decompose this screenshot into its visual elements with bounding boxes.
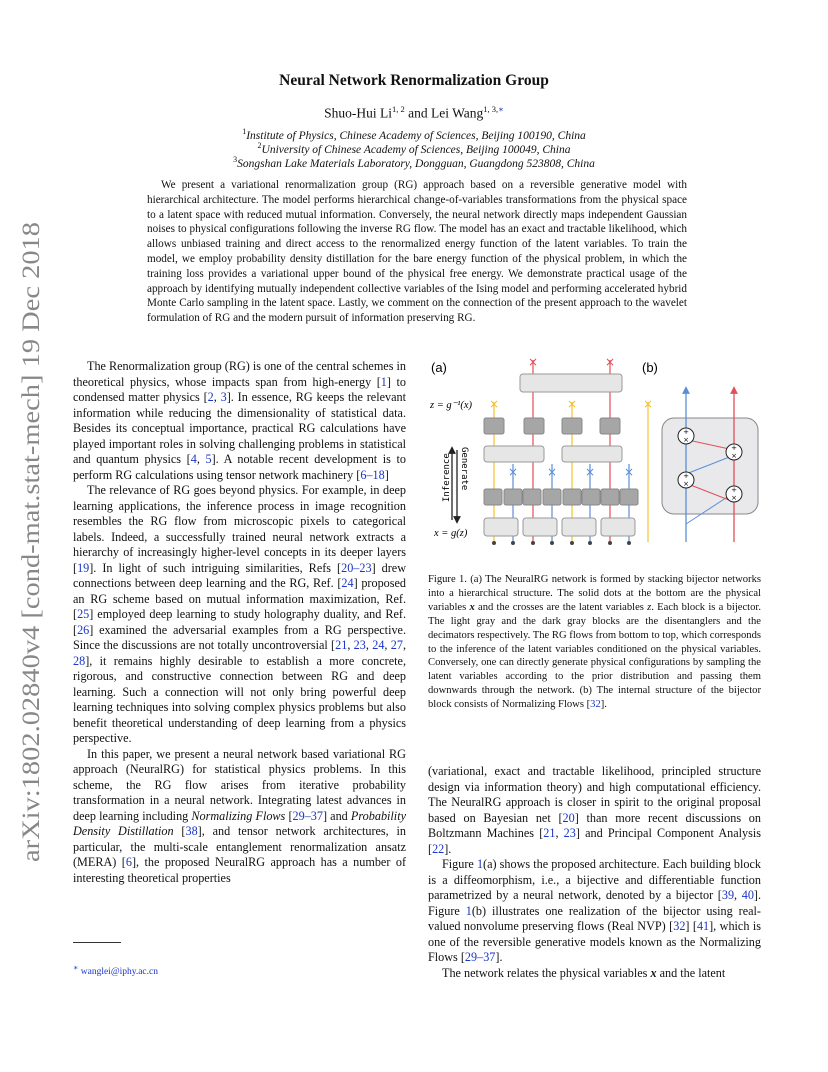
decimator-block: [484, 418, 504, 434]
decimator-block: [524, 418, 544, 434]
math-symbol: z: [647, 601, 652, 613]
citation-link[interactable]: 29–37: [292, 808, 323, 823]
footnote-mark: ∗: [73, 963, 79, 972]
svg-text:×: ×: [683, 480, 689, 488]
author-affil-sup: 1, 3,∗: [483, 104, 504, 114]
decimator-block: [504, 489, 522, 505]
physical-dot: [511, 541, 515, 545]
body-right-column: [428, 764, 761, 981]
decimator-block: [484, 489, 502, 505]
abstract: We present a variational renormalization group (RG) approach based on a reversible generative model with hierarchical architecture. The model performs hierarchical change-of-variables transformations from the physical space to a latent space with reduced mutual information. Conversely, the neural network directly maps independent Gaussian noises to physical configurations following the inverse RG flow. The model has an exact and tractable likelihood, which allows unbiased training and direct access to the renormalized energy function of the latent variables. To train the model, we employ probability density distillation for the bare energy function of the physical problem, in which the training loss provides a variational upper bound of the physical free energy. We demonstrate practical usage of the approach by identifying mutually independent collective variables of the Ising model and performing accelerated hybrid Monte Carlo sampling in the latent space. Lastly, we comment on the connection of the present approach to the wavelet formulation of RG and the modern pursuit of information preserving RG.: [147, 179, 687, 325]
figure-1: [420, 352, 768, 548]
author-name: Lei Wang: [430, 105, 484, 121]
citation-link[interactable]: 5: [205, 452, 212, 466]
citation-link[interactable]: 39: [721, 888, 735, 902]
svg-text:×: ×: [731, 494, 737, 502]
affiliation: [0, 153, 828, 171]
italic-term: Normalizing Flows: [191, 808, 286, 823]
citation-link[interactable]: 24: [341, 576, 354, 590]
disentangler-block: [562, 446, 622, 462]
author-affil-sup: 1, 2: [391, 104, 405, 114]
citation-link[interactable]: 24: [372, 638, 385, 652]
latent-cross: ×: [527, 355, 539, 369]
bijector-diagram: [662, 390, 758, 542]
citation-link[interactable]: 38: [185, 824, 198, 838]
italic-term: Probability Density Distillation: [73, 808, 406, 838]
citation-link[interactable]: 2: [207, 390, 214, 404]
x-equation: x = g(z): [434, 528, 468, 539]
citation-link[interactable]: 6: [125, 855, 132, 869]
physical-dot: [570, 541, 574, 545]
citation-link[interactable]: 4: [190, 452, 197, 466]
citation-link[interactable]: 41: [696, 919, 710, 933]
paragraph: In this paper, we present a neural network based variational RG approach (NeuralRG) for statistical physics problems. In this scheme, the RG flow arises from iterative probability transformation in a neural network. Integrating latest advances in deep learning including Normalizing Flows [29–37] and Probability Density Distillation [38], and tensor network architectures, in particular, the multi-scale entanglement renormalization ansatz (MERA) [6], the proposed NeuralRG approach has a number of interesting theoretical properties: [73, 746, 407, 885]
footnote-link[interactable]: ∗: [498, 104, 504, 114]
citation-link[interactable]: 1: [380, 374, 387, 389]
paragraph: The relevance of RG goes beyond physics. For example, in deep learning applications, the inference process in image recognition resembles the RG flow from microscopic pixels to categorical labels. Indeed, a successfully trained neural network extracts a hierarchy of increasingly higher-level concepts in its deeper layers [19]. In light of such intriguing similarities, Refs [20–23] drew connections between deep learning and the RG, Ref. [24] proposed an RG scheme based on mutual information maximization, Ref. [25] employed deep learning to study holography duality, and Ref. [26] examined the adversarial examples from a RG perspective. Since the discussions are not totally uncontroversial [21, 23, 24, 27, 28], it remains highly desirable to establish a more concrete, rigorous, and constructive connection between RG and deep learning. Such a connection will not only bring powerful deep learning techniques into solving complex physics problems but also benefit theoretical understanding of deep learning from a physics perspective.: [73, 483, 406, 745]
inference-label: Inference: [442, 453, 452, 502]
latent-cross: ×: [584, 465, 596, 479]
arxiv-stamp: [6, 214, 50, 864]
physical-dot: [492, 541, 496, 545]
citation-link[interactable]: 32: [590, 699, 601, 711]
citation-link[interactable]: 23: [353, 638, 366, 652]
paragraph: (variational, exact and tractable likelihood, principled structure design via information theory) and high computational efficiency. The NeuralRG approach is closer in spirit to the original proposal based on Bayesian net [20] than more recent discussions on Boltzmann Machines [21, 23] and Principal Component Analysis [22].: [428, 764, 762, 856]
body-left-column: [73, 359, 406, 886]
decimator-block: [563, 489, 581, 505]
network-diagram: [484, 355, 653, 545]
svg-text:+: +: [683, 428, 689, 436]
decimator-block: [523, 489, 541, 505]
citation-link[interactable]: 27: [390, 638, 403, 652]
physical-dot: [550, 541, 554, 545]
citation-link[interactable]: 26: [77, 622, 90, 637]
citation-link[interactable]: 29–37: [464, 950, 496, 964]
disentangler-block: [484, 518, 518, 536]
citation-link[interactable]: 21: [543, 826, 556, 840]
latent-cross: ×: [488, 397, 500, 411]
physical-dot: [588, 541, 592, 545]
author-line: [0, 104, 828, 122]
affiliation-text: Institute of Physics, Chinese Academy of Sciences, Beijing 100190, China: [246, 129, 586, 142]
figure-label-b: (b): [642, 360, 658, 375]
latent-cross: ×: [604, 355, 616, 369]
citation-link[interactable]: 20–23: [341, 560, 372, 575]
paper-title: Neural Network Renormalization Group: [279, 72, 549, 89]
latent-cross: ×: [642, 397, 654, 411]
email-link[interactable]: wanglei@iphy.ac.cn: [80, 967, 158, 978]
citation-link[interactable]: 28: [73, 653, 86, 668]
figure-label-a: (a): [431, 360, 447, 375]
affiliation-text: Songshan Lake Materials Laboratory, Dongguan, Guangdong 523808, China: [237, 157, 595, 170]
disentangler-block: [520, 374, 622, 392]
disentangler-block: [523, 518, 557, 536]
physical-dot: [531, 541, 535, 545]
figure-link[interactable]: 1: [476, 857, 484, 871]
generate-label: Generate: [459, 447, 469, 491]
svg-text:×: ×: [731, 452, 737, 460]
decimator-block: [562, 418, 582, 434]
math-symbol: x: [469, 601, 475, 613]
citation-link[interactable]: 20: [562, 810, 575, 825]
svg-text:+: +: [683, 472, 689, 480]
decimator-block: [582, 489, 600, 505]
math-symbol: x: [650, 965, 657, 980]
svg-text:+: +: [731, 444, 737, 452]
latent-cross: ×: [623, 465, 635, 479]
latent-cross: ×: [566, 397, 578, 411]
footnote-rule: [73, 942, 121, 943]
citation-link[interactable]: 22: [432, 841, 445, 856]
decimator-block: [601, 489, 619, 505]
z-equation: z = g⁻¹(x): [430, 400, 473, 411]
paragraph: The Renormalization group (RG) is one of the central schemes in theoretical physics, whose impacts span from high-energy [1] to condensed matter physics [2, 3]. In essence, RG keeps the relevant information while reducing the dimensionality of statistical data. Besides its conceptual importance, practical RG calculations have played important roles in solving challenging problems in statistical and quantum physics [4, 5]. A notable recent development is to perform RG calculations using tensor network machinery [6–18]: [73, 359, 407, 482]
affiliation-number: 3: [233, 155, 238, 164]
citation-link[interactable]: 3: [220, 390, 227, 404]
citation-link[interactable]: 40: [741, 888, 754, 902]
svg-text:+: +: [731, 486, 737, 494]
author-name: Shuo-Hui Li: [324, 105, 392, 121]
decimator-block: [543, 489, 561, 505]
footnote: [73, 963, 158, 977]
citation-link[interactable]: 21: [335, 638, 348, 652]
citation-link[interactable]: 32: [673, 919, 686, 933]
decimator-block: [600, 418, 620, 434]
figure-caption: Figure 1. (a) The NeuralRG network is formed by stacking bijector networks into a hierarchical structure. The solid dots at the bottom are the physical variables x and the crosses are the latent variables z. Each block is a bijector. The light gray and the dark gray blocks are the disentanglers and the decimators respectively. The RG flows from bottom to top, which corresponds to the inference of the latent variables conditioned on the physical variables. Conversely, one can directly generate physical configurations by sampling the latent variables according to the prior distribution and passing them downwards through the network. (b) The internal structure of the bijector block consists of Normalizing Flows [32].: [428, 574, 762, 711]
citation-link[interactable]: 23: [563, 826, 576, 840]
svg-text:×: ×: [683, 436, 689, 444]
affiliation-number: 2: [257, 141, 262, 150]
paragraph: Figure 1(a) shows the proposed architecture. Each building block is a diffeomorphism, i.e., a bijective and differentiable function parametrized by a neural network, denoted by a bijector [39, 40]. Figure 1(b) illustrates one realization of the bijector using real-valued nonvolume preserving flows (Real NVP) [32] [41], which is one of the reversible generative models known as the Normalizing Flows [29–37].: [428, 857, 762, 964]
physical-dot: [608, 541, 612, 545]
physical-dot: [627, 541, 631, 545]
decimator-block: [620, 489, 638, 505]
affiliation-text: University of Chinese Academy of Sciences, Beijing 100049, China: [261, 143, 571, 156]
disentangler-block: [484, 446, 544, 462]
citation-link[interactable]: 19: [77, 560, 90, 575]
author-and: and: [408, 105, 428, 121]
disentangler-block: [562, 518, 596, 536]
affiliation-number: 1: [242, 127, 247, 136]
paragraph: The network relates the physical variables x and the latent: [442, 965, 726, 980]
citation-link[interactable]: 6–18: [360, 467, 385, 482]
disentangler-block: [601, 518, 635, 536]
latent-cross: ×: [546, 465, 558, 479]
latent-cross: ×: [507, 465, 519, 479]
citation-link[interactable]: 25: [77, 607, 90, 621]
arxiv-stamp-text: arXiv:1802.02840v4 [cond-mat.stat-mech] 19 Dec 2018: [18, 299, 45, 862]
figure-link[interactable]: 1: [465, 903, 472, 918]
